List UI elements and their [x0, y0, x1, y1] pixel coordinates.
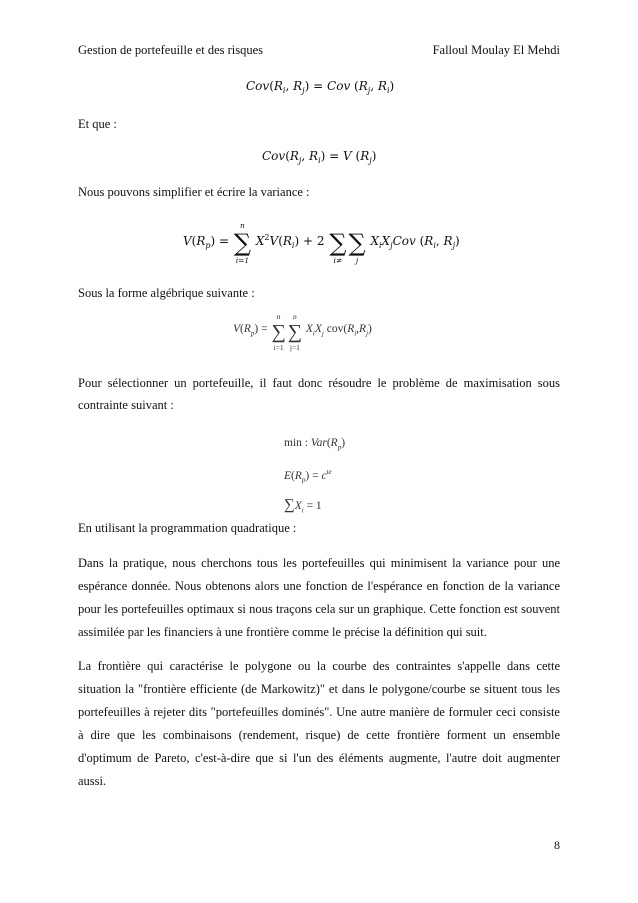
page-number: 8: [554, 838, 560, 852]
text-selection-portefeuille: Pour sélectionner un portefeuille, il faut donc résoudre le problème de maximisation sous contrainte suivant :: [78, 376, 560, 412]
text-programmation-quadratique: En utilisant la programmation quadratique :: [78, 521, 297, 535]
sum-symbol: ∑ n i=1: [233, 221, 252, 265]
sum-symbol: ∑ j: [348, 229, 366, 265]
equation-image-variance: $V(R_p)$ = ∑ n i=1 ∑ n j=1 $X_iX_j$ $cov(R_i,R_j)$: [233, 312, 372, 352]
header-right: Falloul Moulay El Mehdi: [432, 43, 560, 57]
equation-cov-variance: $Cov(R_j$, $R_i) = V$ $(R_j)$: [262, 149, 377, 165]
sum-symbol: ∑ i≠: [329, 229, 347, 265]
equation-image-optimization: min : $Var(R_p)$ $E(R_p) = c^{te}$ $\sum X_i = 1$: [284, 437, 346, 515]
text-pratique: Dans la pratique, nous cherchons tous les portefeuilles qui minimisent la variance pour une espérance donnée. Nous obtenons alors une fonction de l'espérance en fonction de la variance pour les portefeuilles optimaux si nous traçons cela sur un graphique. Cette fonction est souvent assimilée par les financiers à une frontière comme le précise la définition qui suit.: [78, 556, 560, 639]
equation-cov-symmetry: $Cov(R_i$, $R_j$) = Cov ($R_j$, $R_i$): [246, 79, 395, 95]
text-simplifier: Nous pouvons simplifier et écrire la variance :: [78, 185, 310, 199]
text-forme-algebrique: Sous la forme algébrique suivante :: [78, 286, 255, 300]
equation-portfolio-variance: $V(R_p)$ = ∑ n i=1 $X^2V(R_i) + 2$ ∑ i≠ ∑ j $X_iX_jCov$ ($R_i$, $R_j$): [183, 221, 460, 265]
text-frontiere-efficiente: La frontière qui caractérise le polygone ou la courbe des contraintes s'appelle dans cette situation la "frontière efficiente (de Markowitz)" et dans le polygone/courbe se situent tous les portefeuilles à rejeter dits "portefeuilles dominés". Une autre manière de formuler ceci consiste à dire que les combinaisons (rendement, risque) de cette frontière forment un ensemble d'optimum de Pareto, c'est-à-dire que si l'un des éléments augmente, l'autre doit augmenter aussi.: [78, 659, 560, 788]
header-left: Gestion de portefeuille et des risques: [78, 43, 264, 57]
text-et-que: Et que :: [78, 117, 117, 131]
